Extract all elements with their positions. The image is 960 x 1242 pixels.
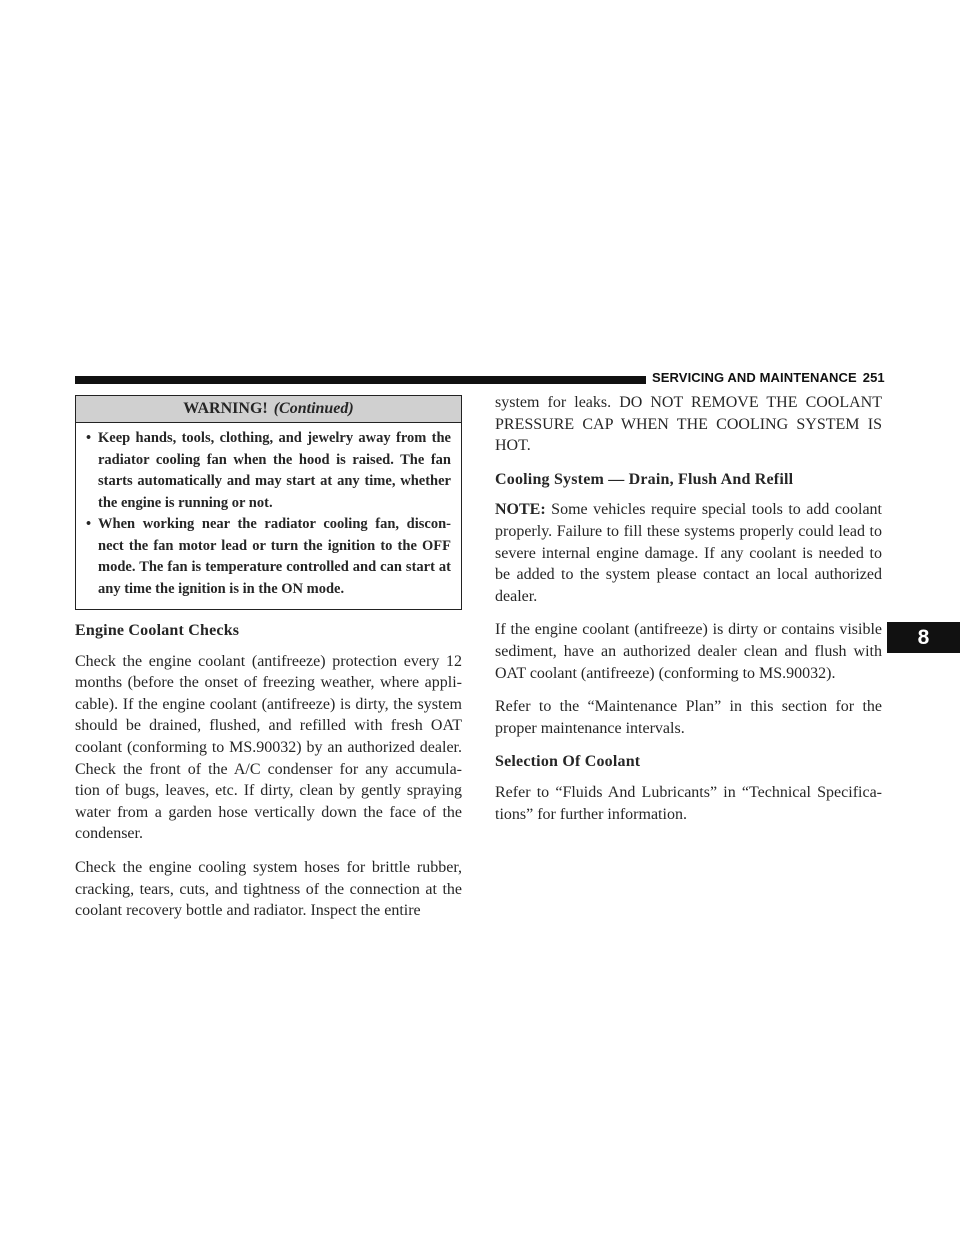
note-label: NOTE: [495,501,546,519]
left-column [75,395,462,922]
warning-item-text: Keep hands, tools, clothing, and jewelry away from the radiator cooling fan when the hood is raised. The fan starts automatically and may start at any time, whether the engine is running or not. [98,430,451,511]
warning-continued: (Continued) [273,400,354,417]
section-heading-selection-of-coolant: Selection Of Coolant [495,753,641,771]
section-heading-cooling-system: Cooling System — Drain, Flush And Refill [495,470,794,488]
warning-list [76,423,461,609]
bullet-icon: • [86,516,92,532]
paragraph: Check the engine cooling system hoses for brittle rubber, cracking, tears, cuts, and tightness of the connection at the coolant recovery bottle and radiator. Inspect the entire [75,858,462,920]
note-paragraph [495,499,882,607]
section-heading-engine-coolant-checks: Engine Coolant Checks [75,622,240,639]
warning-box [75,395,462,610]
running-header [652,370,885,385]
chapter-tab: 8 [887,622,960,653]
warning-item [86,428,451,514]
warning-header [76,396,461,423]
paragraph: Check the engine coolant (antifreeze) protection every 12 months (before the onset of freezing weather, where appli- cable). If the engine coolant (antifreeze) is dirty, the system should be drained, flushed, and refilled with fresh OAT coolant (conforming to MS.90032) by an authorized dealer. Check the front of the A/C condenser for any accumula- tion of bugs, leaves, etc. If dirty, clean by gently spraying water from a garden hose vertically down the face of the condenser. [75,652,462,843]
bullet-icon: • [86,430,92,446]
paragraph: Refer to the “Maintenance Plan” in this section for the proper maintenance intervals. [495,698,882,737]
note-text: Some vehicles require special tools to add coolant properly. Failure to fill these systems properly could lead to severe internal engine damage. If any coolant is needed to be added to the system please contact an local authorized dealer. [495,501,882,605]
warning-item-text: When working near the radiator cooling fan, discon- nect the fan motor lead or turn the ignition to the OFF mode. The fan is temperature controlled and can start at any time the ignition is in the ON mode. [98,516,451,597]
warning-item [86,514,451,600]
header-section-title: SERVICING AND MAINTENANCE [652,370,857,385]
paragraph: If the engine coolant (antifreeze) is dirty or contains visible sediment, have an authorized dealer clean and flush with OAT coolant (antifreeze) (conforming to MS.90032). [495,621,882,682]
paragraph: Refer to “Fluids And Lubricants” in “Technical Specifica- tions” for further information. [495,783,882,823]
right-column [495,392,882,825]
paragraph-continuation: system for leaks. DO NOT REMOVE THE COOLANT PRESSURE CAP WHEN THE COOLING SYSTEM IS HOT. [495,394,882,455]
warning-title: WARNING! [183,400,268,417]
page-number: 251 [862,370,885,385]
header-rule [75,376,646,384]
